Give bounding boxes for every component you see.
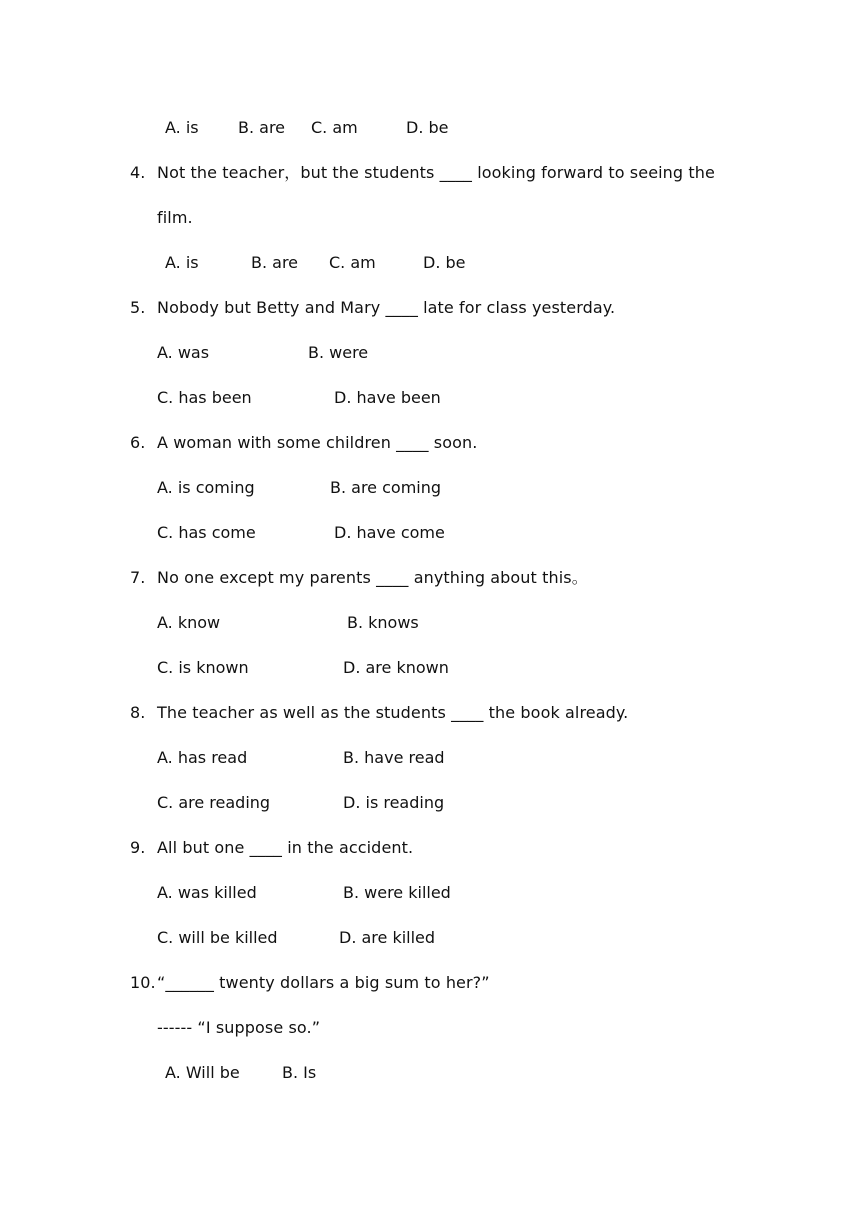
q4-option-c: C. am [329, 253, 376, 272]
q7-option-d: D. are known [343, 658, 449, 677]
q9-option-a: A. was killed [157, 883, 257, 902]
q8-stem: The teacher as well as the students ____ the book already. [157, 703, 629, 722]
q8-number: 8. [130, 703, 146, 722]
q4-stem-line-1: Not the teacher，but the students ____ looking forward to seeing the [157, 163, 715, 182]
q10-stem: “______ twenty dollars a big sum to her?” [157, 973, 490, 992]
q7-option-c: C. is known [157, 658, 249, 677]
q7-option-b: B. knows [347, 613, 419, 632]
q8-option-d: D. is reading [343, 793, 445, 812]
q5-option-c: C. has been [157, 388, 252, 407]
q9-stem: All but one ____ in the accident. [157, 838, 414, 857]
q10-option-b: B. Is [282, 1063, 317, 1082]
q6-option-b: B. are coming [330, 478, 442, 497]
q6-stem: A woman with some children ____ soon. [157, 433, 478, 452]
q9-option-d: D. are killed [339, 928, 436, 947]
q6-number: 6. [130, 433, 146, 452]
q5-stem: Nobody but Betty and Mary ____ late for class yesterday. [157, 298, 616, 317]
q5-option-d: D. have been [334, 388, 441, 407]
q3-option-b: B. are [238, 118, 286, 137]
q4-number: 4. [130, 163, 146, 182]
q9-number: 9. [130, 838, 146, 857]
q7-number: 7. [130, 568, 146, 587]
q5-number: 5. [130, 298, 146, 317]
q4-option-d: D. be [423, 253, 466, 272]
q4-stem-line-2: film. [157, 208, 193, 227]
q10-number: 10. [130, 973, 156, 992]
q6-option-c: C. has come [157, 523, 256, 542]
q8-option-b: B. have read [343, 748, 445, 767]
q4-option-b: B. are [251, 253, 299, 272]
q3-option-a: A. is [165, 118, 199, 137]
q9-option-b: B. were killed [343, 883, 451, 902]
q6-option-d: D. have come [334, 523, 445, 542]
q8-option-a: A. has read [157, 748, 248, 767]
q10-reply: ------ “I suppose so.” [157, 1018, 321, 1037]
q5-option-b: B. were [308, 343, 369, 362]
q8-option-c: C. are reading [157, 793, 271, 812]
q9-option-c: C. will be killed [157, 928, 278, 947]
q5-option-a: A. was [157, 343, 210, 362]
q6-option-a: A. is coming [157, 478, 255, 497]
q7-option-a: A. know [157, 613, 221, 632]
q4-option-a: A. is [165, 253, 199, 272]
q7-stem: No one except my parents ____ anything about this。 [157, 568, 588, 587]
q3-option-d: D. be [406, 118, 449, 137]
q10-option-a: A. Will be [165, 1063, 240, 1082]
q3-option-c: C. am [311, 118, 358, 137]
